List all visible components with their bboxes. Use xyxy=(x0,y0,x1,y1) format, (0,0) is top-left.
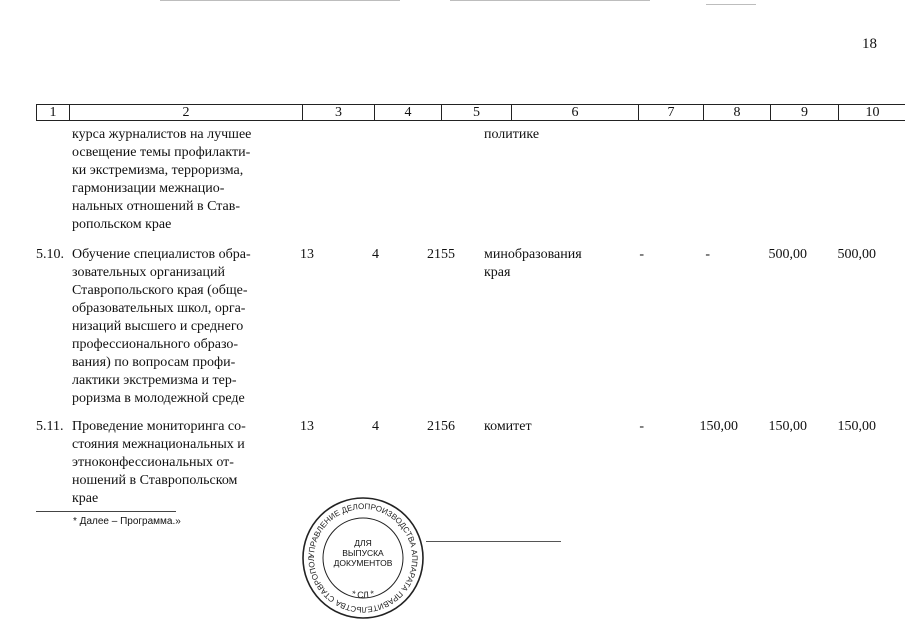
column-header: 3 xyxy=(303,105,375,121)
desc-line: профессионального образо- xyxy=(72,337,239,352)
column-header: 2 xyxy=(70,105,303,121)
desc-line: курса журналистов на лучшее xyxy=(72,127,252,142)
table-row-description xyxy=(72,418,270,508)
column-header: 4 xyxy=(375,105,442,121)
stamp-bottom-text: * СЛ * xyxy=(350,588,376,600)
amount-cell: - xyxy=(639,247,644,262)
responsible-line: комитет xyxy=(484,419,532,434)
desc-line: лактики экстремизма и тер- xyxy=(72,373,237,388)
row-number: 5.11. xyxy=(36,419,64,434)
desc-line: гармонизации межнацио- xyxy=(72,181,225,196)
scan-artifact xyxy=(450,0,650,1)
responsible-cell xyxy=(484,126,539,144)
code-cell: 2155 xyxy=(427,247,455,262)
amount-cell: 150,00 xyxy=(768,419,807,434)
desc-line: нальных отношений в Став- xyxy=(72,199,241,214)
responsible-line: края xyxy=(484,265,511,280)
amount-cell: 150,00 xyxy=(699,419,738,434)
column-header: 10 xyxy=(839,105,905,121)
column-header: 9 xyxy=(771,105,839,121)
code-cell: 4 xyxy=(372,419,379,434)
desc-line: образовательных школ, орга- xyxy=(72,301,246,316)
table-row-description xyxy=(72,246,270,408)
desc-line: этноконфессиональных от- xyxy=(72,455,234,470)
desc-line: роризма в молодежной среде xyxy=(72,391,245,406)
desc-line: Проведение мониторинга со- xyxy=(72,419,246,434)
page-number: 18 xyxy=(862,36,877,52)
desc-line: ропольском крае xyxy=(72,217,172,232)
desc-line: зовательных организаций xyxy=(72,265,225,280)
amount-cell: 500,00 xyxy=(837,247,876,262)
scan-artifact xyxy=(160,0,400,1)
stamp-outer-text: УПРАВЛЕНИЕ ДЕЛОПРОИЗВОДСТВА АППАРАТА ПРАВИТЕЛЬСТВА СТАВРОПОЛ xyxy=(306,501,420,615)
column-number-header xyxy=(36,104,905,121)
table-row-description xyxy=(72,126,270,234)
responsible-line: минобразования xyxy=(484,247,582,262)
column-header: 5 xyxy=(442,105,512,121)
column-header: 8 xyxy=(704,105,771,121)
stamp-center-text xyxy=(300,538,426,568)
code-cell: 2156 xyxy=(427,419,455,434)
desc-line: вания) по вопросам профи- xyxy=(72,355,236,370)
desc-line: Обучение специалистов обра- xyxy=(72,247,251,262)
row-number: 5.10. xyxy=(36,247,64,262)
responsible-cell xyxy=(484,418,532,436)
column-header: 6 xyxy=(512,105,639,121)
signature-line xyxy=(426,541,561,542)
amount-cell: - xyxy=(639,419,644,434)
code-cell: 13 xyxy=(300,247,314,262)
desc-line: низаций высшего и среднего xyxy=(72,319,244,334)
desc-line: ношений в Ставропольском xyxy=(72,473,238,488)
column-header: 1 xyxy=(37,105,70,121)
code-cell: 13 xyxy=(300,419,314,434)
amount-cell: 500,00 xyxy=(768,247,807,262)
stamp-line: ДЛЯ xyxy=(354,538,372,548)
desc-line: стояния межнациональных и xyxy=(72,437,245,452)
scan-artifact xyxy=(706,4,756,5)
desc-line: Ставропольского края (обще- xyxy=(72,283,248,298)
stamp-line: ВЫПУСКА xyxy=(342,548,384,558)
desc-line: ки экстремизма, терроризма, xyxy=(72,163,244,178)
responsible-cell xyxy=(484,246,582,282)
stamp-line: ДОКУМЕНТОВ xyxy=(333,558,393,568)
official-stamp xyxy=(300,495,426,621)
desc-line: крае xyxy=(72,491,99,506)
desc-line: освещение темы профилакти- xyxy=(72,145,251,160)
footnote-separator xyxy=(36,511,176,512)
column-header: 7 xyxy=(639,105,704,121)
amount-cell: - xyxy=(705,247,710,262)
code-cell: 4 xyxy=(372,247,379,262)
responsible-line: политике xyxy=(484,127,540,142)
footnote: * Далее – Программа.» xyxy=(73,516,181,527)
amount-cell: 150,00 xyxy=(837,419,876,434)
